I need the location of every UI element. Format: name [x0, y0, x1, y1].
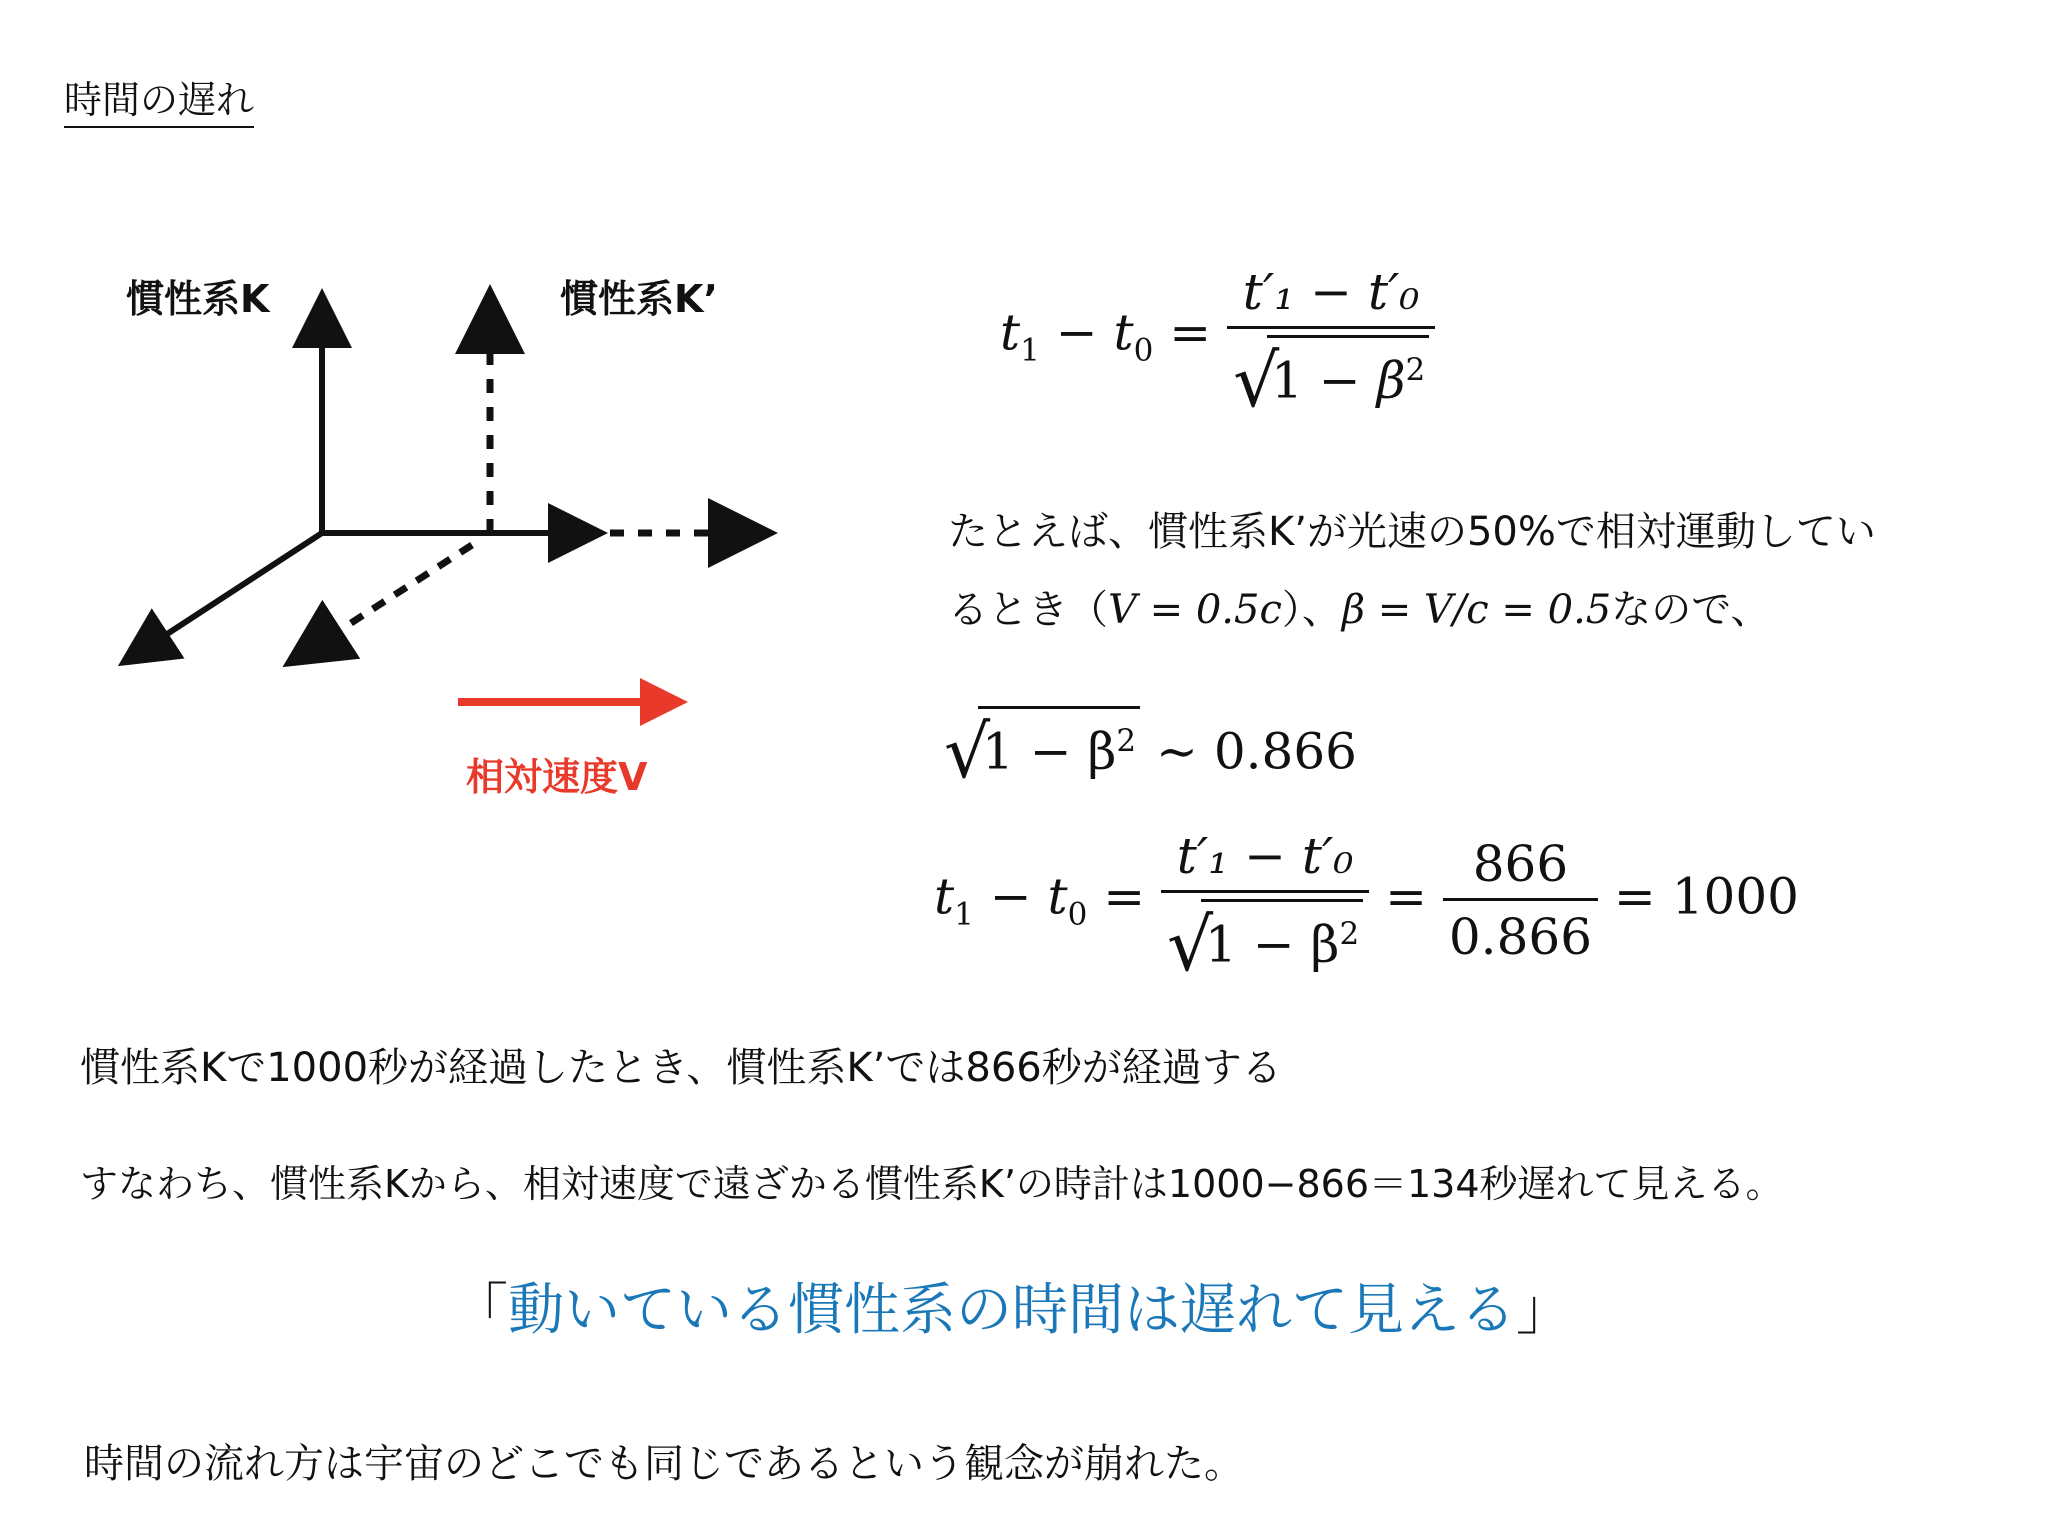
- sqrt-approximation: √ $1 - \beta^2$ ∼ 0.866: [944, 706, 1357, 782]
- closing-statement: 時間の流れ方は宇宙のどこでも同じであるという観念が崩れた。: [84, 1441, 1244, 1487]
- formula1-numerator: t′₁ − t′₀: [1242, 263, 1420, 321]
- example-line-2: るとき（V = 0.5c）、β = V/c = 0.5なので、: [948, 587, 1771, 633]
- statement-elapsed-time: 慣性系Kで1000秒が経過したとき、慣性系K’では866秒が経過する: [80, 1045, 1282, 1091]
- page-title: 時間の遅れ: [64, 78, 254, 128]
- frame-k-axes: [138, 312, 584, 653]
- example-line-1: たとえば、慣性系K’が光速の50%で相対運動してい: [948, 509, 1876, 555]
- frame-k-prime-axes: [306, 312, 750, 652]
- reference-frames-diagram: [0, 0, 820, 820]
- relative-velocity-label: 相対速度V: [466, 755, 648, 799]
- time-dilation-formula: $t_1 - t_0$ = t′₁ − t′₀ √ $1 - \beta^2$: [1000, 262, 1435, 411]
- key-conclusion-quote: 「動いている慣性系の時間は遅れて見える」: [452, 1278, 1572, 1343]
- time-dilation-calculation: $t_1 - t_0$ = t′₁ − t′₀ √ $1 - \beta^2$ = $\frac{866}{0.866}$ = 1000: [934, 827, 1799, 989]
- frame-k-label: 慣性系K: [126, 277, 270, 321]
- frame-k-prime-label: 慣性系K’: [560, 277, 718, 321]
- statement-clock-delay: すなわち、慣性系Kから、相対速度で遠ざかる慣性系K’の時計は1000−866＝134秒遅れて見える。: [80, 1162, 1784, 1206]
